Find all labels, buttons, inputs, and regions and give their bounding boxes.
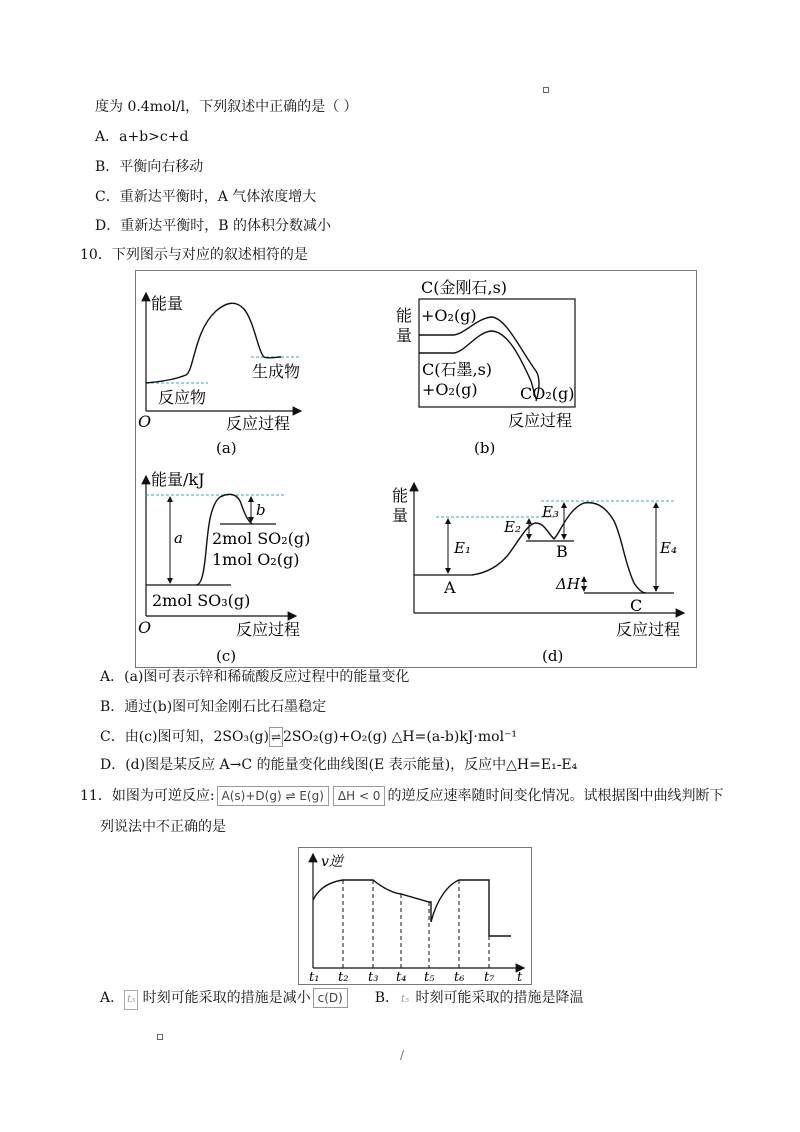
fig-d-y1: 能 [392, 486, 409, 505]
q11-tick-t6: t₆ [454, 970, 465, 984]
q10-figure-svg [136, 271, 696, 667]
equilibrium-arrow-icon: ⇌ [269, 727, 283, 747]
q10-figure [135, 270, 697, 668]
fig-c-caption: (c) [216, 647, 237, 665]
fig-d-dh: ΔH [556, 575, 580, 593]
decor-square-bottom [157, 1034, 163, 1040]
footer-slash: / [400, 1048, 405, 1062]
figure-c [138, 470, 310, 665]
q11-tick-t7: t₇ [484, 970, 495, 984]
fig-a-ylabel: 能量 [151, 294, 184, 313]
fig-a-reactant: 反应物 [158, 388, 207, 407]
q9-option-a: A．a+b>c+d [95, 129, 189, 145]
fig-b-xlabel: 反应过程 [508, 411, 573, 430]
fig-b-product: CO₂(g) [520, 384, 575, 403]
q11-stem-pre: 11．如图为可逆反应: [80, 788, 215, 804]
q9-stem: 度为 0.4mol/l，下列叙述中正确的是（ ） [95, 99, 358, 115]
fig-d-xlabel: 反应过程 [616, 620, 681, 639]
q10-option-c-post: 2SO₂(g)+O₂(g) △H=(a-b)kJ·mol⁻¹ [283, 729, 518, 745]
fig-c-ylabel: 能量/kJ [151, 470, 205, 489]
q10-option-c-pre: C．由(c)图可知，2SO₃(g) [100, 729, 269, 745]
q11-option-a-tail: c(D) [313, 988, 348, 1008]
q11-tick-t5: t₅ [424, 970, 435, 984]
q10-option-c [100, 727, 517, 747]
q9-option-d: D．重新达平衡时，B 的体积分数减小 [95, 218, 331, 234]
fig-b-y2: 量 [396, 326, 413, 345]
fig-b-graphite1: C(石墨,s) [422, 360, 493, 379]
q10-option-b: B．通过(b)图可知金刚石比石墨稳定 [100, 699, 327, 715]
decor-square [543, 87, 549, 93]
q11-tick-t2: t₂ [338, 970, 349, 984]
fig-c-origin: O [138, 618, 152, 637]
fig-c-reactant: 2mol SO₃(g) [152, 591, 251, 610]
fig-b-graphite2: +O₂(g) [422, 380, 478, 399]
q11-option-a-pre: A． [100, 990, 125, 1006]
fig-d-b: B [556, 542, 568, 561]
figure-b [396, 278, 575, 457]
fig-d-c: C [630, 596, 643, 615]
fig-c-prod1: 2mol SO₂(g) [212, 529, 311, 548]
fig-b-o2: +O₂(g) [421, 306, 477, 325]
q11-graph-svg [299, 848, 531, 984]
fig-d-e3: E₃ [542, 503, 559, 521]
q11-dh: ΔH < 0 [333, 786, 386, 806]
q11-stem [80, 786, 723, 806]
q11-graph [298, 847, 532, 985]
q11-tick-t4: t₄ [396, 970, 407, 984]
q11-stem-post: 的逆反应速率随时间变化情况。试根据图中曲线判断下 [387, 788, 724, 804]
q11-option-b-box: t₅ [401, 994, 410, 1005]
q11-graph-ylabel: v逆 [321, 854, 343, 870]
fig-a-caption: (a) [216, 439, 237, 457]
fig-c-b: b [256, 501, 266, 519]
q11-option-a-box: t₃ [124, 990, 138, 1010]
q11-option-b-text: 时刻可能采取的措施是降温 [415, 990, 584, 1006]
q11-tick-t1: t₁ [309, 970, 320, 984]
q11-graph-xlabel: t [517, 970, 523, 984]
fig-d-e1: E₁ [454, 539, 471, 557]
fig-d-y2: 量 [392, 506, 409, 525]
figure-d [392, 483, 684, 665]
fig-a-product: 生成物 [252, 362, 301, 381]
fig-c-xlabel: 反应过程 [236, 620, 301, 639]
q9-option-c: C．重新达平衡时，A 气体浓度增大 [95, 189, 317, 205]
fig-d-e2: E₂ [504, 518, 521, 536]
q11-stem-line2: 列说法中不正确的是 [100, 819, 226, 835]
fig-d-e4: E₄ [660, 539, 677, 557]
fig-d-caption: (d) [542, 647, 564, 665]
fig-a-xlabel: 反应过程 [226, 414, 291, 433]
q11-option-b-pre: B． [374, 990, 400, 1006]
q11-option-a-text: 时刻可能采取的措施是减小 [142, 990, 311, 1006]
q11-options [100, 988, 584, 1010]
fig-b-caption: (b) [474, 439, 496, 457]
fig-c-prod2: 1mol O₂(g) [212, 550, 300, 569]
q11-tick-t3: t₃ [368, 970, 379, 984]
q11-equation: A(s)+D(g) ⇌ E(g) [217, 786, 329, 806]
fig-c-a: a [174, 529, 183, 547]
q10-stem: 10．下列图示与对应的叙述相符的是 [80, 247, 308, 263]
figure-a [138, 293, 301, 457]
q10-option-a: A．(a)图可表示锌和稀硫酸反应过程中的能量变化 [100, 669, 410, 685]
q10-option-d: D．(d)图是某反应 A→C 的能量变化曲线图(E 表示能量)，反应中△H=E₁-E₄ [100, 757, 578, 773]
q9-option-b: B．平衡向右移动 [95, 159, 204, 175]
fig-b-top-label: C(金刚石,s) [421, 278, 508, 297]
fig-a-origin: O [138, 412, 152, 431]
fig-d-a: A [444, 578, 456, 597]
fig-b-y1: 能 [396, 306, 413, 325]
